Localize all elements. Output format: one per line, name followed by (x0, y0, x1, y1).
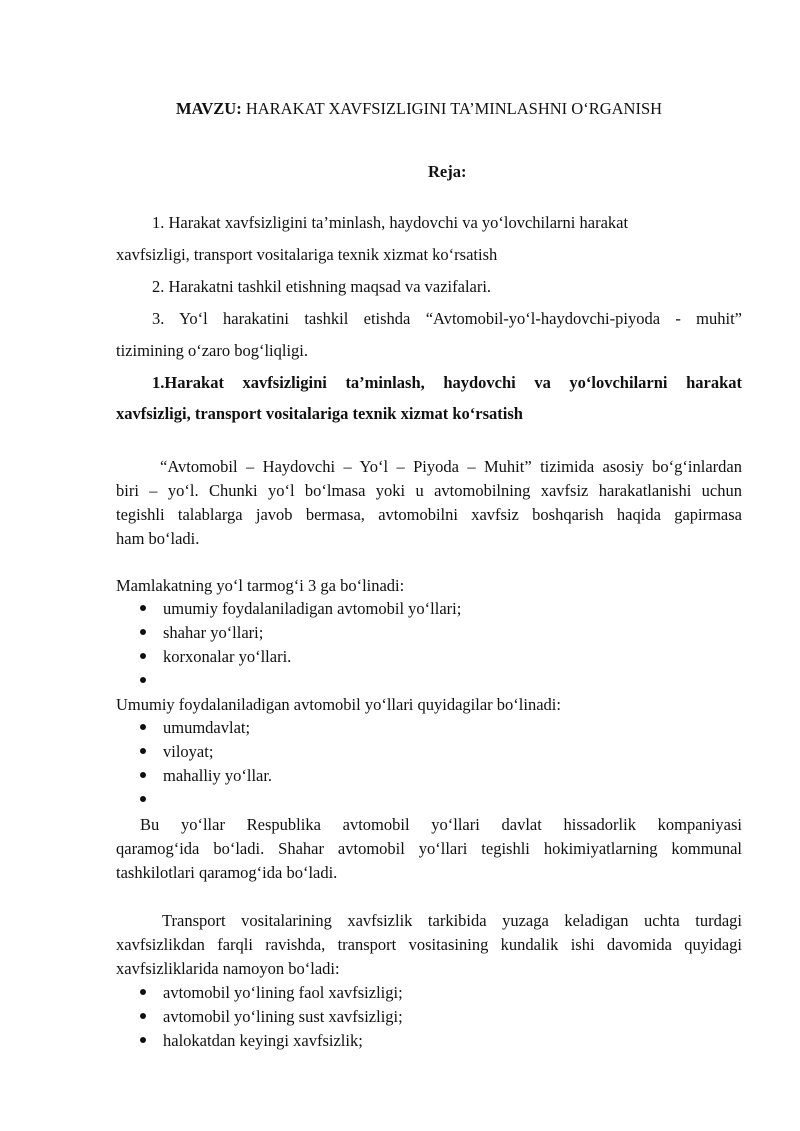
list-3-item: halokatdan keyingi xavfsizlik; (163, 1031, 363, 1050)
bullet-icon (140, 772, 146, 778)
section-heading-line-2: xavfsizligi, transport vositalariga texnik xizmat ko‘rsatish (116, 404, 523, 423)
paragraph-1-line-1: “Avtomobil – Haydovchi – Yo‘l – Piyoda – Muhit” tizimida asosiy bo‘g‘inlardan (160, 457, 742, 476)
list-2-item: viloyat; (163, 742, 214, 761)
bullet-icon (140, 796, 146, 802)
plan-item-3-line-1: 3. Yo‘l harakatini tashkil etishda “Avtomobil-yo‘l-haydovchi-piyoda - muhit” (152, 309, 742, 328)
page-title (176, 97, 662, 121)
plan-item-1-line-1: 1. Harakat xavfsizligini ta’minlash, haydovchi va yo‘lovchilarni harakat (152, 213, 629, 232)
bullet-icon (140, 989, 146, 995)
list-1-intro: Mamlakatning yo‘l tarmog‘i 3 ga bo‘linadi: (116, 576, 405, 595)
paragraph-2-line-2: qaramog‘ida bo‘ladi. Shahar avtomobil yo‘llari tegishli hokimiyatlarning kommunal (116, 839, 742, 858)
list-1-item: korxonalar yo‘llari. (163, 647, 292, 666)
paragraph-1-line-2: biri – yo‘l. Chunki yo‘l bo‘lmasa yoki u avtomobilning xavfsiz harakatlanishi uchun (116, 481, 742, 500)
bullet-icon (140, 748, 146, 754)
paragraph-1-line-4: ham bo‘ladi. (116, 529, 200, 548)
paragraph-3-line-3: xavfsizliklarida namoyon bo‘ladi: (116, 959, 340, 978)
section-heading-line-1: 1.Harakat xavfsizligini ta’minlash, haydovchi va yo‘lovchilarni harakat (152, 373, 742, 392)
list-1-item: umumiy foydalaniladigan avtomobil yo‘llari; (163, 599, 462, 618)
list-1-item: shahar yo‘llari; (163, 623, 264, 642)
title-text: HARAKAT XAVFSIZLIGINI TA’MINLASHNI O‘RGANISH (245, 99, 663, 118)
title-prefix: MAVZU: (176, 99, 242, 118)
plan-item-2: 2. Harakatni tashkil etishning maqsad va vazifalari. (152, 277, 492, 296)
paragraph-2-line-1: Bu yo‘llar Respublika avtomobil yo‘llari davlat hissadorlik kompaniyasi (140, 815, 742, 834)
plan-item-3-line-2: tizimining o‘zaro bog‘liqligi. (116, 341, 309, 360)
paragraph-3-line-2: xavfsizlikdan farqli ravishda, transport vositasining kundalik ishi davomida quyidagi (116, 935, 742, 954)
paragraph-3-line-1: Transport vositalarining xavfsizlik tarkibida yuzaga keladigan uchta turdagi (162, 911, 742, 930)
bullet-icon (140, 1013, 146, 1019)
list-2-intro: Umumiy foydalaniladigan avtomobil yo‘llari quyidagilar bo‘linadi: (116, 695, 561, 714)
list-2-item: mahalliy yo‘llar. (163, 766, 273, 785)
bullet-icon (140, 629, 146, 635)
list-3-item: avtomobil yo‘lining faol xavfsizligi; (163, 983, 403, 1002)
list-2-item: umumdavlat; (163, 718, 251, 737)
bullet-icon (140, 724, 146, 730)
paragraph-2-line-3: tashkilotlari qaramog‘ida bo‘ladi. (116, 863, 338, 882)
plan-heading: Reja: (428, 162, 467, 181)
bullet-icon (140, 653, 146, 659)
list-3-item: avtomobil yo‘lining sust xavfsizligi; (163, 1007, 403, 1026)
bullet-icon (140, 605, 146, 611)
bullet-icon (140, 1037, 146, 1043)
plan-item-1-line-2: xavfsizligi, transport vositalariga texnik xizmat ko‘rsatish (116, 245, 498, 264)
paragraph-1-line-3: tegishli talablarga javob bermasa, avtomobilni xavfsiz boshqarish haqida gapirmasa (116, 505, 742, 524)
bullet-icon (140, 677, 146, 683)
